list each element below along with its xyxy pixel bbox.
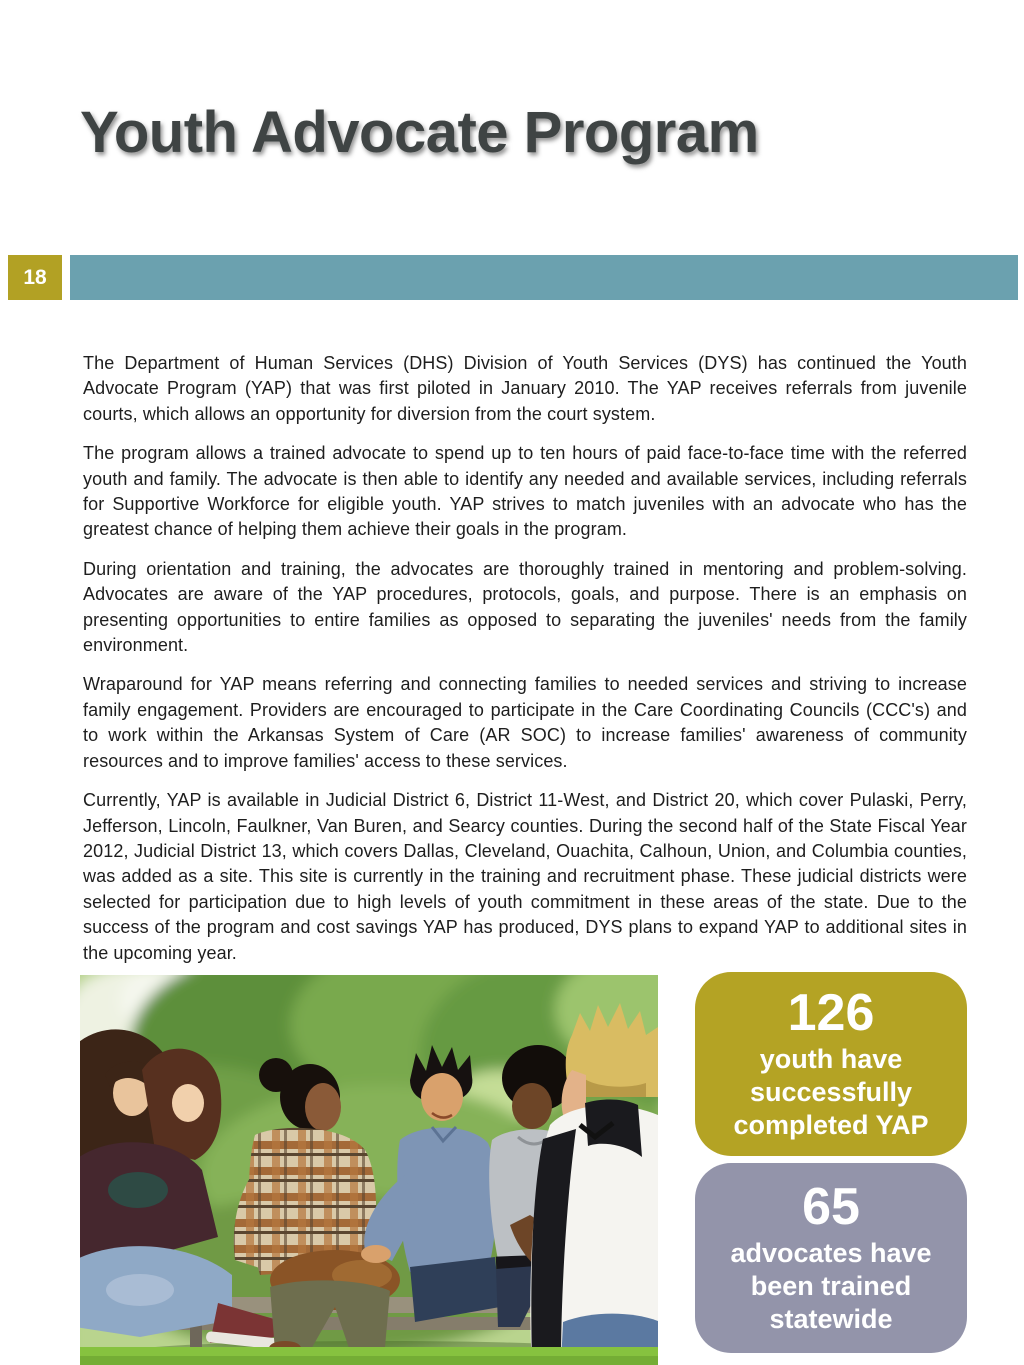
stat-label: youth have successfully completed YAP xyxy=(733,1043,929,1140)
body-paragraph: Wraparound for YAP means referring and connecting families to needed services and striving to increase family engagement. Providers are encouraged to participate in the Care Coordinating Councils (CCC's) and to work within the Arkansas System of Care (AR SOC) to increase families' awareness of community resources and to improve families' access to these services. xyxy=(83,674,967,771)
stat-value: 65 xyxy=(802,1178,860,1237)
stat-card-completed xyxy=(695,972,967,1156)
body-copy xyxy=(83,351,967,980)
page-number: 18 xyxy=(23,265,47,289)
body-paragraph: During orientation and training, the advocates are thoroughly trained in mentoring and problem-solving. Advocates are aware of the YAP procedures, protocols, goals, and purpose. There is an emphasis on presenting opportunities to entire families as opposed to separating the juveniles' needs from the family environment. xyxy=(83,558,967,656)
body-paragraph: Currently, YAP is available in Judicial District 6, District 11-West, and District 20, which cover Pulaski, Perry, Jefferson, Lincoln, Faulkner, Van Buren, and Searcy counties. During the second half of the State Fiscal Year 2012, Judicial District 13, which covers Dallas, Cleveland, Ouachita, Calhoun, Union, and Columbia counties, was added as a site. This site is currently in the training and recruitment phase. These judicial districts were selected for participation due to high levels of youth commitment in these areas of the state. Due to the success of the program and cost savings YAP has produced, DYS plans to expand YAP to additional sites in the upcoming year. xyxy=(83,790,967,963)
stat-card-trained xyxy=(695,1163,967,1353)
group-photo xyxy=(80,975,658,1365)
page-title: Youth Advocate Program xyxy=(80,100,759,165)
body-paragraph: The Department of Human Services (DHS) Division of Youth Services (DYS) has continued the Youth Advocate Program (YAP) that was first piloted in January 2010. The YAP receives referrals from juvenile courts, which allows an opportunity for diversion from the court system. xyxy=(83,353,967,424)
stat-value: 126 xyxy=(787,984,875,1043)
grass xyxy=(80,1347,658,1365)
stat-label: advocates have been trained statewide xyxy=(730,1237,932,1334)
body-paragraph: The program allows a trained advocate to spend up to ten hours of paid face-to-face time with the referred youth and family. The advocate is then able to identify any needed and available services, including referrals for Supportive Workforce for eligible youth. YAP strives to match juveniles with an advocate who has the greatest chance of helping them achieve their goals in the program. xyxy=(83,443,967,540)
header-band xyxy=(70,255,1018,300)
page-number-badge xyxy=(8,255,62,300)
